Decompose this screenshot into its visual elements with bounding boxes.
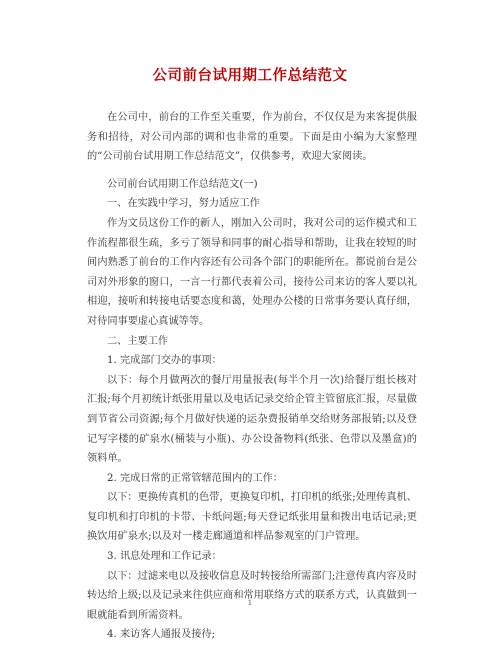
list-item-heading: 4. 来访客人通报及接待;: [107, 629, 216, 641]
body-paragraph: 以下：过滤来电以及接收信息及时转接给所需部门;注意传真内容及时转达给上级;以及记录来往供应商和常用联络方式的联系方式，认真做到一眼就能看到所需资料。: [87, 570, 417, 621]
list-item-heading: 2. 完成日常的正常管辖范围内的工作：: [107, 472, 283, 484]
page-number: 1: [247, 599, 253, 607]
list-item-heading: 1. 完成部门交办的事项：: [107, 355, 222, 367]
document-title: 公司前台试用期工作总结范文: [152, 68, 348, 84]
subheading: 二、主要工作: [107, 335, 169, 347]
subheading: 一、在实践中学习，努力适应工作: [107, 198, 260, 210]
body-paragraph: 以下：更换传真机的色带，更换复印机，打印机的纸张;处理传真机、复印机和打印机的卡带、卡纸问题;每天登记纸张用量和拨出电话记录;更换饮用矿泉水;以及对一楼走廊通道和样品参观室的门户管理。: [87, 492, 417, 543]
intro-paragraph: 在公司中，前台的工作至关重要，作为前台，不仅仅是为来客提供服务和招待，对公司内部的调和也非常的重要。下面是由小编为大家整理的“公司前台试用期工作总结范文”，仅供参考，欢迎大家阅读。: [87, 112, 417, 163]
body-paragraph: 以下：每个月做两次的餐厅用量报表(每半个月一次)给餐厅组长核对汇报;每个月初统计纸张用量以及电话记录交给企管主管留底汇报，尽量做到节省公司资源;每个月做好快递的运杂费报销单交给财务部报销;以及登记写字楼的矿泉水(桶装与小瓶)、办公设备物料(纸张、色带以及墨盒)的领料单。: [87, 374, 417, 465]
section-heading: 公司前台试用期工作总结范文(一): [107, 178, 258, 190]
document-body: [87, 108, 417, 645]
body-paragraph: 作为文员这份工作的新人，刚加入公司时，我对公司的运作模式和工作流程都很生疏，多亏了领导和同事的耐心指导和帮助，让我在较短的时间内熟悉了前台的工作内容还有公司各个部门的职能所在。都说前台是公司对外形象的窗口，一言一行都代表着公司，接待公司来访的客人要以礼相迎，接听和转接电话要态度和蔼，处理办公楼的日常事务要认真仔细，对待同事要虚心真诚等等。: [87, 217, 417, 327]
paragraph-gap: [87, 167, 417, 175]
list-item-heading: 3. 讯息处理和工作记录：: [107, 551, 222, 563]
